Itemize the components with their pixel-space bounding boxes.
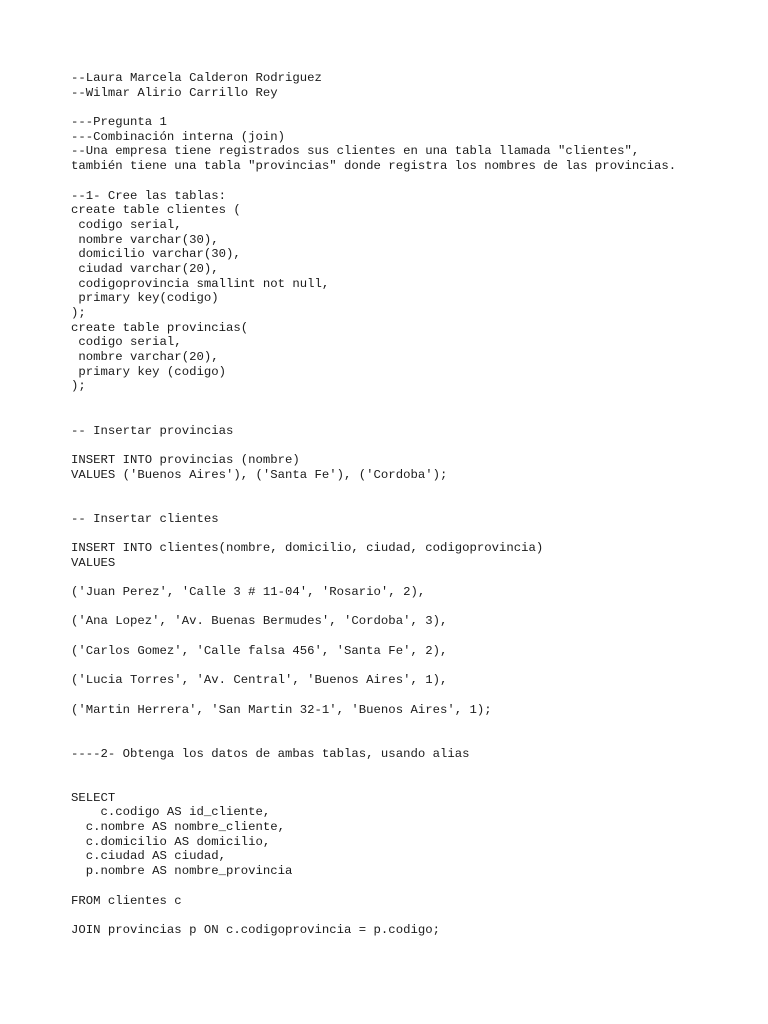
text-line: nombre varchar(30),	[71, 232, 219, 247]
text-line: c.codigo AS id_cliente,	[71, 805, 271, 820]
sql-script-text	[71, 71, 751, 938]
text-line: ('Carlos Gomez', 'Calle falsa 456', 'Santa Fe', 2),	[71, 643, 448, 658]
text-line	[71, 394, 751, 409]
text-line	[71, 659, 751, 674]
text-line: primary key (codigo)	[71, 364, 226, 379]
text-line	[71, 600, 751, 615]
text-line	[71, 629, 751, 644]
text-line: --1- Cree las tablas:	[71, 188, 226, 203]
text-line	[71, 776, 751, 791]
text-line	[71, 570, 751, 585]
text-line	[71, 908, 751, 923]
text-line: domicilio varchar(30),	[71, 247, 241, 262]
text-line: ---Combinación interna (join)	[71, 129, 286, 144]
text-line	[71, 409, 751, 424]
text-line	[71, 761, 751, 776]
text-line: ('Lucia Torres', 'Av. Central', 'Buenos Aires', 1),	[71, 673, 448, 688]
text-line	[71, 482, 751, 497]
text-line	[71, 879, 751, 894]
text-line: );	[71, 379, 86, 394]
text-line: c.domicilio AS domicilio,	[71, 834, 271, 849]
text-line: ('Ana Lopez', 'Av. Buenas Bermudes', 'Cordoba', 3),	[71, 614, 448, 629]
text-line: INSERT INTO provincias (nombre)	[71, 452, 300, 467]
text-line: nombre varchar(20),	[71, 350, 219, 365]
text-line: primary key(codigo)	[71, 291, 219, 306]
text-line: ('Martin Herrera', 'San Martin 32-1', 'Buenos Aires', 1);	[71, 702, 492, 717]
text-line: --Wilmar Alirio Carrillo Rey	[71, 85, 278, 100]
text-line: create table provincias(	[71, 320, 249, 335]
text-line: codigoprovincia smallint not null,	[71, 276, 330, 291]
text-line: c.ciudad AS ciudad,	[71, 849, 226, 864]
text-line	[71, 526, 751, 541]
text-line: p.nombre AS nombre_provincia	[71, 864, 293, 879]
text-line: c.nombre AS nombre_cliente,	[71, 820, 286, 835]
text-line: -- Insertar provincias	[71, 423, 234, 438]
text-line	[71, 497, 751, 512]
text-line: --Laura Marcela Calderon Rodriguez	[71, 71, 322, 85]
text-line	[71, 100, 751, 115]
text-line: ----2- Obtenga los datos de ambas tablas, usando alias	[71, 746, 470, 761]
text-line: ciudad varchar(20),	[71, 261, 219, 276]
text-line: ('Juan Perez', 'Calle 3 # 11-04', 'Rosario', 2),	[71, 585, 426, 600]
text-line	[71, 438, 751, 453]
text-line	[71, 174, 751, 189]
text-line: --Una empresa tiene registrados sus clientes en una tabla llamada "clientes",	[71, 144, 640, 159]
text-line: SELECT	[71, 790, 116, 805]
text-line: create table clientes (	[71, 203, 241, 218]
text-line: );	[71, 306, 86, 320]
text-line: VALUES ('Buenos Aires'), ('Santa Fe'), ('Cordoba');	[71, 467, 448, 482]
text-line	[71, 717, 751, 732]
text-line	[71, 688, 751, 703]
text-line: FROM clientes c	[71, 893, 182, 908]
text-line: ---Pregunta 1	[71, 115, 167, 130]
text-line	[71, 732, 751, 747]
text-line: VALUES	[71, 555, 116, 570]
text-line: -- Insertar clientes	[71, 511, 219, 526]
text-line: también tiene una tabla "provincias" donde registra los nombres de las provincias.	[71, 159, 677, 174]
text-line: INSERT INTO clientes(nombre, domicilio, ciudad, codigoprovincia)	[71, 541, 544, 555]
text-line: codigo serial,	[71, 217, 182, 232]
text-line: JOIN provincias p ON c.codigoprovincia = p.codigo;	[71, 922, 440, 937]
text-line: codigo serial,	[71, 335, 182, 350]
